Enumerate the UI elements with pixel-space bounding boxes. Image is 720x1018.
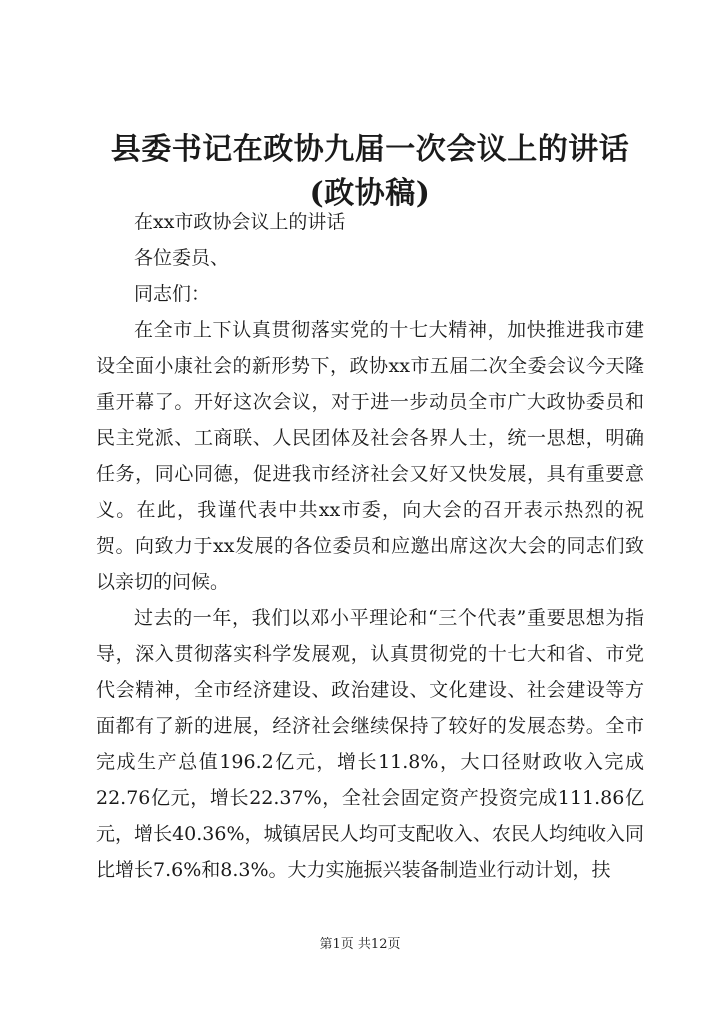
paragraph-opening: 在全市上下认真贯彻落实党的十七大精神，加快推进我市建设全面小康社会的新形势下，政协xx市五届二次全委会议今天隆重开幕了。开好这次会议，对于进一步动员全市广大政协委员和民主党派、工商联、人民团体及社会各界人士，统一思想，明确任务，同心同德，促进我市经济社会又好又快发展，具有重要意义。在此，我谨代表中共xx市委，向大会的召开表示热烈的祝贺。向致力于xx发展的各位委员和应邀出席这次大会的同志们致以亲切的问候。 bbox=[96, 319, 644, 593]
paragraph-salutation-1: 各位委员、 bbox=[134, 247, 230, 269]
paragraph-review: 过去的一年，我们以邓小平理论和“三个代表”重要思想为指导，深入贯彻落实科学发展观，认真贯彻党的十七大和省、市党代会精神，全市经济建设、政治建设、文化建设、社会建设等方面都有了新的进展，经济社会继续保持了较好的发展态势。全市完成生产总值196.2亿元，增长11.8%，大口径财政收入完成22.76亿元，增长22.37%，全社会固定资产投资完成111.86亿元，增长40.36%，城镇居民人均可支配收入、农民人均纯收入同比增长7.6%和8.3%。大力实施振兴装备制造业行动计划，扶 bbox=[96, 607, 644, 881]
document-body bbox=[96, 204, 644, 888]
page-number-footer: 第1页 共12页 bbox=[319, 937, 401, 952]
paragraph-salutation-2: 同志们： bbox=[134, 283, 211, 305]
paragraph-heading: 在xx市政协会议上的讲话 bbox=[134, 211, 346, 233]
document-title: 县委书记在政协九届一次会议上的讲话(政协稿) bbox=[110, 132, 630, 211]
